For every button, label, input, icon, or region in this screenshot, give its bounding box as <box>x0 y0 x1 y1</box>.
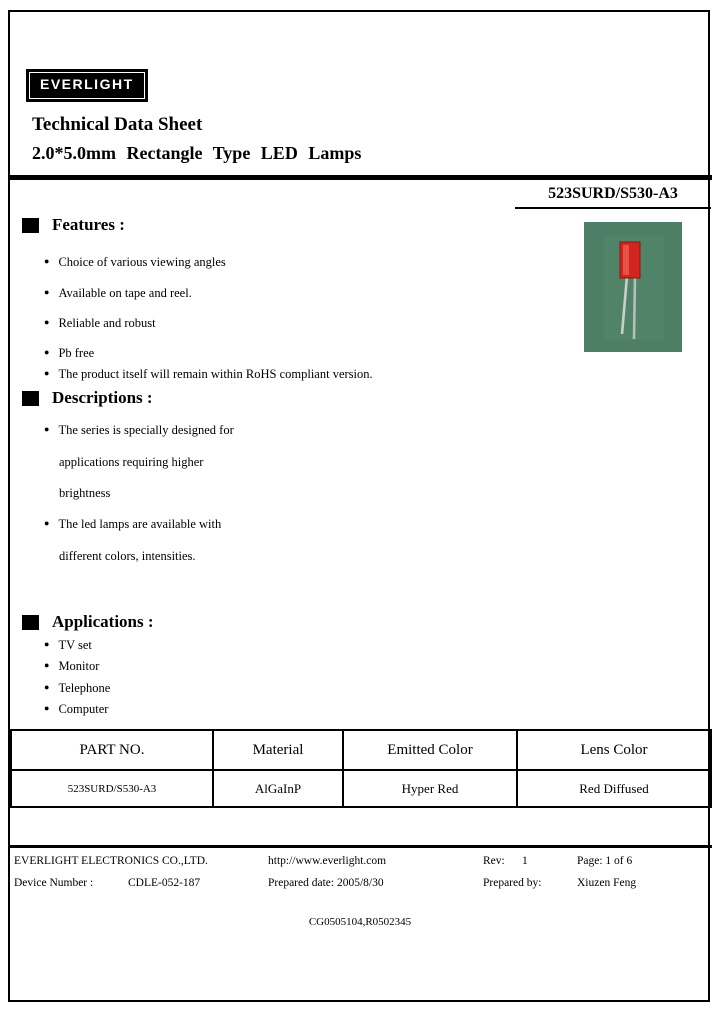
bullet-icon: ● <box>44 287 50 297</box>
led-photo-graphic <box>584 222 682 352</box>
feature-item: ● Reliable and robust <box>44 316 156 330</box>
description-line: ● The series is specially designed for <box>44 423 234 437</box>
bullet-icon: ● <box>44 682 50 692</box>
col-header-emitted-color: Emitted Color <box>343 730 517 770</box>
footer-divider <box>8 845 712 848</box>
logo-frame <box>29 72 145 99</box>
feature-item: ● Available on tape and reel. <box>44 286 192 300</box>
description-line: brightness <box>59 486 111 500</box>
cell-lens-color: Red Diffused <box>517 770 711 807</box>
col-header-material: Material <box>213 730 343 770</box>
footer-rev-value: 1 <box>522 855 528 867</box>
section-marker-icon <box>22 218 39 233</box>
bullet-icon: ● <box>44 317 50 327</box>
logo-text: EVERLIGHT <box>40 76 134 92</box>
col-header-lens-color: Lens Color <box>517 730 711 770</box>
table-row <box>11 770 711 807</box>
description-line: ● The led lamps are available with <box>44 517 222 531</box>
feature-item: ● Pb free <box>44 346 95 360</box>
footer-prepared-by-value: Xiuzen Feng <box>577 877 637 889</box>
header-divider <box>8 175 712 180</box>
cell-part-no: 523SURD/S530-A3 <box>11 770 213 807</box>
footer-device-value: CDLE-052-187 <box>128 877 201 889</box>
bullet-icon: ● <box>44 518 50 528</box>
cell-emitted-color: Hyper Red <box>343 770 517 807</box>
footer-website: http://www.everlight.com <box>268 855 387 867</box>
footer-doc-code: CG0505104,R0502345 <box>308 916 412 928</box>
bullet-icon: ● <box>44 424 50 434</box>
application-item: ● Telephone <box>44 681 111 695</box>
application-item: ● Computer <box>44 702 109 716</box>
footer-device-label: Device Number : <box>14 877 94 889</box>
features-heading: Features : <box>22 215 125 235</box>
footer-prepared-by-label: Prepared by: <box>483 877 542 889</box>
bullet-icon: ● <box>44 347 50 357</box>
col-header-part-no: PART NO. <box>11 730 213 770</box>
application-item: ● TV set <box>44 638 92 652</box>
led-product-photo <box>584 222 682 352</box>
bullet-icon: ● <box>44 368 50 378</box>
footer-company: EVERLIGHT ELECTRONICS CO.,LTD. <box>14 855 208 867</box>
everlight-logo <box>26 69 148 102</box>
bullet-icon: ● <box>44 660 50 670</box>
applications-heading: Applications : <box>22 612 154 632</box>
application-item: ● Monitor <box>44 659 100 673</box>
bullet-icon: ● <box>44 703 50 713</box>
feature-item: ● The product itself will remain within RoHS compliant version. <box>44 367 373 381</box>
page-title: Technical Data Sheet <box>32 114 203 135</box>
description-line: different colors, intensities. <box>59 549 196 563</box>
description-line: applications requiring higher <box>59 455 204 469</box>
part-number: 523SURD/S530-A3 <box>515 185 711 209</box>
descriptions-heading: Descriptions : <box>22 388 153 408</box>
footer-page: Page: 1 of 6 <box>577 855 633 867</box>
cell-material: AlGaInP <box>213 770 343 807</box>
section-marker-icon <box>22 615 39 630</box>
spec-table <box>10 729 712 808</box>
footer-prepared-date: Prepared date: 2005/8/30 <box>268 877 384 889</box>
section-marker-icon <box>22 391 39 406</box>
bullet-icon: ● <box>44 639 50 649</box>
feature-item: ● Choice of various viewing angles <box>44 255 226 269</box>
footer-rev-label: Rev: <box>483 855 505 867</box>
table-header-row <box>11 730 711 770</box>
bullet-icon: ● <box>44 256 50 266</box>
page-subtitle: 2.0*5.0mm Rectangle Type LED Lamps <box>32 143 362 163</box>
